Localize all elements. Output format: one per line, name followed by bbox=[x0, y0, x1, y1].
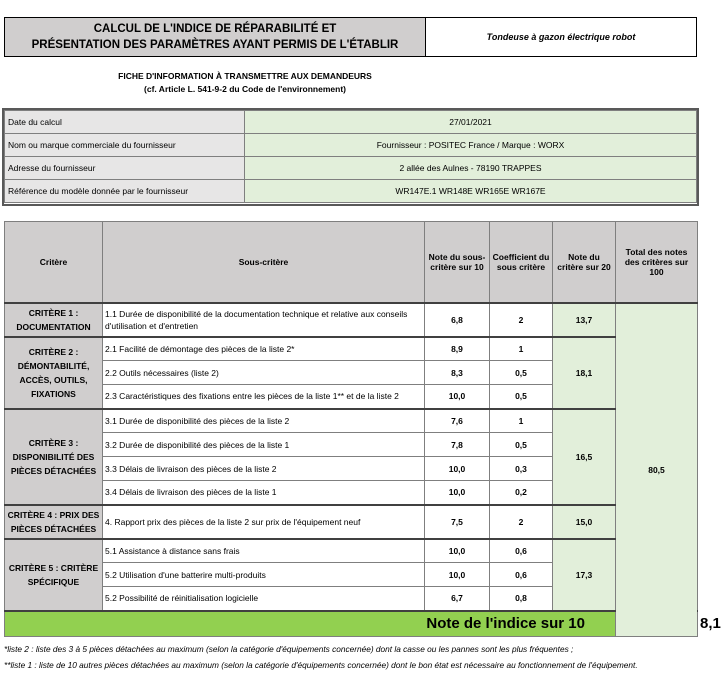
subcriterion-note: 10,0 bbox=[425, 457, 490, 481]
table-row bbox=[5, 505, 698, 539]
product-name: Tondeuse à gazon électrique robot bbox=[426, 17, 697, 57]
subcriterion-coef: 0,6 bbox=[490, 539, 553, 563]
title-line-2: PRÉSENTATION DES PARAMÈTRES AYANT PERMIS DE L'ÉTABLIR bbox=[31, 39, 399, 51]
info-value: Fournisseur : POSITEC France / Marque : WORX bbox=[245, 134, 697, 157]
subcriterion-label: 4. Rapport prix des pièces de la liste 2 sur prix de l'équipement neuf bbox=[103, 505, 425, 539]
subcriterion-note: 7,5 bbox=[425, 505, 490, 539]
subcriterion-note: 8,9 bbox=[425, 337, 490, 361]
header-critere: Critère bbox=[5, 222, 103, 303]
table-row bbox=[5, 303, 698, 337]
criterion-1-note20: 13,7 bbox=[553, 303, 616, 337]
subcriterion-note: 7,6 bbox=[425, 409, 490, 433]
header-coef: Coefficient du sous critère bbox=[490, 222, 553, 303]
footnotes bbox=[4, 641, 697, 673]
subcriterion-label: 5.1 Assistance à distance sans frais bbox=[103, 539, 425, 563]
subcriterion-coef: 0,8 bbox=[490, 587, 553, 611]
subcriterion-label: 5.2 Possibilité de réinitialisation logicielle bbox=[103, 587, 425, 611]
final-score-label: Note de l'indice sur 10 bbox=[5, 611, 616, 637]
header-row bbox=[5, 222, 698, 303]
subcriterion-label: 2.3 Caractéristiques des fixations entre les pièces de la liste 1** et de la liste 2 bbox=[103, 385, 425, 409]
subcriterion-label: 3.1 Durée de disponibilité des pièces de la liste 2 bbox=[103, 409, 425, 433]
title-line-1: CALCUL DE L'INDICE DE RÉPARABILITÉ ET bbox=[93, 23, 337, 35]
header-total: Total des notes des critères sur 100 bbox=[616, 222, 698, 303]
subcriterion-coef: 0,5 bbox=[490, 361, 553, 385]
scoring-table bbox=[4, 221, 721, 637]
criterion-3-name: CRITÈRE 3 : DISPONIBILITÉ DES PIÈCES DÉTACHÉES bbox=[5, 409, 103, 505]
subcriterion-coef: 1 bbox=[490, 409, 553, 433]
subcriterion-label: 3.4 Délais de livraison des pièces de la liste 1 bbox=[103, 481, 425, 505]
subcriterion-label: 2.2 Outils nécessaires (liste 2) bbox=[103, 361, 425, 385]
total-score: 80,5 bbox=[616, 303, 698, 637]
table-row bbox=[5, 337, 698, 361]
subcriterion-note: 10,0 bbox=[425, 563, 490, 587]
subcriterion-coef: 0,3 bbox=[490, 457, 553, 481]
subcriterion-coef: 0,6 bbox=[490, 563, 553, 587]
footnote-2: **liste 1 : liste de 10 autres pièces détachées au maximum (selon la catégorie d'équipements concernée) dont le bon état est nécessaire au fonctionnement de l'équipement. bbox=[4, 660, 638, 670]
info-label: Adresse du fournisseur bbox=[5, 157, 245, 180]
subcriterion-note: 10,0 bbox=[425, 481, 490, 505]
subcriterion-coef: 0,5 bbox=[490, 385, 553, 409]
subcriterion-coef: 0,2 bbox=[490, 481, 553, 505]
subcriterion-note: 7,8 bbox=[425, 433, 490, 457]
fiche-line-2: (cf. Article L. 541-9-2 du Code de l'environnement) bbox=[144, 84, 346, 94]
subcriterion-note: 8,3 bbox=[425, 361, 490, 385]
subcriterion-coef: 2 bbox=[490, 303, 553, 337]
header-sous-critere: Sous-critère bbox=[103, 222, 425, 303]
info-value: 2 allée des Aulnes - 78190 TRAPPES bbox=[245, 157, 697, 180]
subcriterion-label: 3.2 Durée de disponibilité des pièces de la liste 1 bbox=[103, 433, 425, 457]
info-value: WR147E.1 WR148E WR165E WR167E bbox=[245, 180, 697, 203]
subcriterion-note: 10,0 bbox=[425, 539, 490, 563]
fiche-line-1: FICHE D'INFORMATION À TRANSMETTRE AUX DEMANDEURS bbox=[118, 71, 372, 81]
header-note20: Note du critère sur 20 bbox=[553, 222, 616, 303]
subcriterion-note: 10,0 bbox=[425, 385, 490, 409]
info-label: Référence du modèle donnée par le fournisseur bbox=[5, 180, 245, 203]
criterion-1-name: CRITÈRE 1 : DOCUMENTATION bbox=[5, 303, 103, 337]
subcriterion-coef: 2 bbox=[490, 505, 553, 539]
criterion-4-name: CRITÈRE 4 : PRIX DES PIÈCES DÉTACHÉES bbox=[5, 505, 103, 539]
info-value: 27/01/2021 bbox=[245, 111, 697, 134]
criterion-2-note20: 18,1 bbox=[553, 337, 616, 409]
subcriterion-label: 1.1 Durée de disponibilité de la documentation technique et relative aux conseils d'utilisation et d'entretien bbox=[103, 303, 425, 337]
info-frame bbox=[2, 108, 699, 206]
header-note: Note du sous-critère sur 10 bbox=[425, 222, 490, 303]
footnote-1: *liste 2 : liste des 3 à 5 pièces détachées au maximum (selon la catégorie d'équipements concernée) dont la casse ou les pannes sont les plus fréquentes ; bbox=[4, 644, 574, 654]
subcriterion-coef: 0,5 bbox=[490, 433, 553, 457]
document-title bbox=[4, 17, 426, 57]
subcriterion-label: 2.1 Facilité de démontage des pièces de la liste 2* bbox=[103, 337, 425, 361]
table-row bbox=[5, 409, 698, 433]
criterion-5-name: CRITÈRE 5 : CRITÈRE SPÉCIFIQUE bbox=[5, 539, 103, 611]
subcriterion-label: 3.3 Délais de livraison des pièces de la liste 2 bbox=[103, 457, 425, 481]
criterion-5-note20: 17,3 bbox=[553, 539, 616, 611]
criterion-4-note20: 15,0 bbox=[553, 505, 616, 539]
table-row bbox=[5, 539, 698, 563]
subcriterion-note: 6,8 bbox=[425, 303, 490, 337]
fiche-heading bbox=[70, 70, 420, 96]
subcriterion-coef: 1 bbox=[490, 337, 553, 361]
subcriterion-note: 6,7 bbox=[425, 587, 490, 611]
final-score-row: Note de l'indice sur 10 8,1 bbox=[5, 611, 698, 637]
criterion-3-note20: 16,5 bbox=[553, 409, 616, 505]
subcriterion-label: 5.2 Utilisation d'une batterire multi-produits bbox=[103, 563, 425, 587]
criterion-2-name: CRITÈRE 2 : DÉMONTABILITÉ, ACCÈS, OUTILS, FIXATIONS bbox=[5, 337, 103, 409]
info-label: Nom ou marque commerciale du fournisseur bbox=[5, 134, 245, 157]
info-label: Date du calcul bbox=[5, 111, 245, 134]
